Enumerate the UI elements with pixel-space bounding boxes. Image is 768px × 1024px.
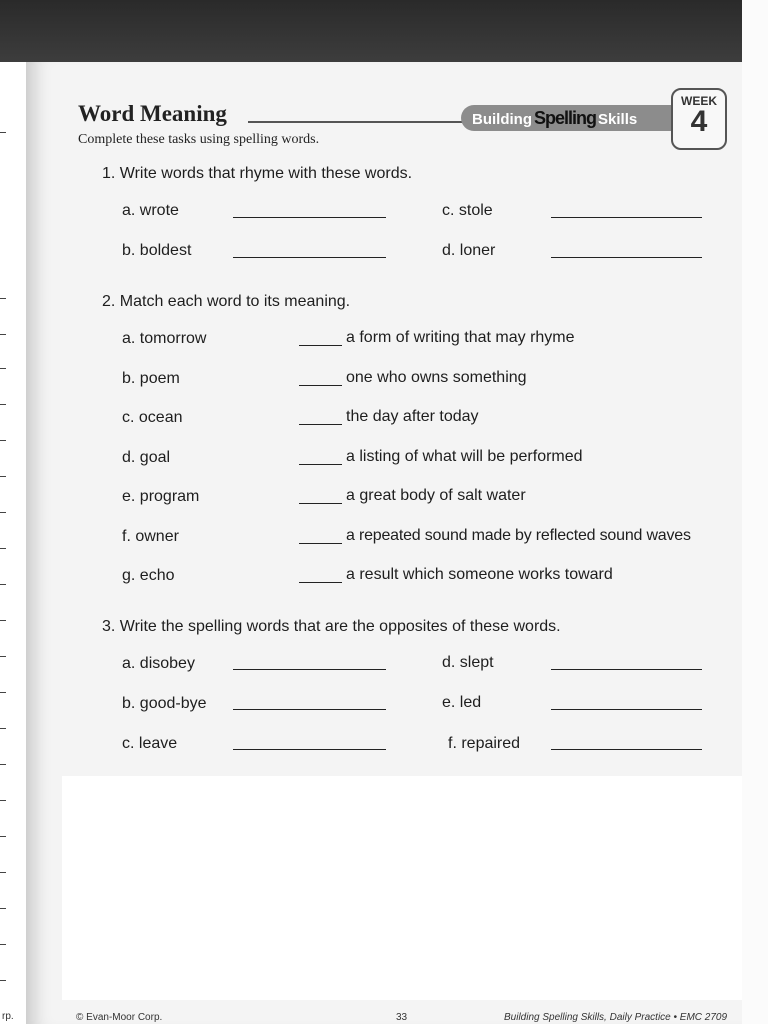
match-blank-5[interactable] (299, 503, 342, 504)
item-word: ocean (138, 409, 183, 426)
item-word: wrote (139, 202, 179, 219)
edge-tick (0, 944, 6, 945)
edge-tick (0, 980, 6, 981)
answer-blank-q1a[interactable] (233, 217, 386, 218)
footer-copyright: © Evan-Moor Corp. (76, 1012, 163, 1023)
meaning-6: a repeated sound made by reflected sound waves (346, 527, 691, 544)
item-letter: b. (122, 695, 136, 712)
edge-tick (0, 476, 6, 477)
item-word: program (139, 488, 200, 505)
q2-word-c (122, 409, 183, 427)
edge-tick (0, 836, 6, 837)
q2-word-b (122, 370, 180, 388)
item-letter: b. (122, 242, 136, 259)
item-letter: d. (122, 449, 136, 466)
question-1-heading: 1. Write words that rhyme with these words. (102, 165, 413, 182)
item-letter: a. (122, 202, 136, 219)
answer-blank-q1b[interactable] (233, 257, 386, 258)
badge-word-skills: Skills (598, 111, 638, 128)
footer-book-title: Building Spelling Skills, Daily Practice • EMC 2709 (504, 1012, 728, 1023)
match-blank-2[interactable] (299, 385, 342, 386)
edge-tick (0, 584, 6, 585)
edge-tick (0, 368, 6, 369)
badge-word-building: Building (472, 111, 532, 128)
edge-tick (0, 404, 6, 405)
item-word: goal (139, 449, 171, 466)
footer-page-number: 33 (396, 1012, 408, 1023)
item-letter: e. (122, 488, 136, 505)
series-badge-text (472, 108, 637, 129)
edge-tick (0, 656, 6, 657)
q3-item-d (442, 654, 494, 672)
meaning-3: the day after today (346, 408, 479, 425)
item-letter: d. (442, 242, 456, 259)
q3-item-f (448, 735, 520, 753)
item-letter: b. (122, 370, 136, 387)
q3-item-e (442, 694, 481, 712)
match-blank-4[interactable] (299, 464, 342, 465)
match-blank-6[interactable] (299, 543, 342, 544)
item-letter: a. (122, 330, 136, 347)
answer-blank-q3f[interactable] (551, 749, 702, 750)
match-blank-7[interactable] (299, 582, 342, 583)
meaning-5: a great body of salt water (346, 487, 526, 504)
item-letter: f. (448, 735, 457, 752)
adjacent-page-footer: rp. (2, 1011, 14, 1022)
answer-blank-q3c[interactable] (233, 749, 386, 750)
item-word: boldest (139, 242, 192, 259)
match-blank-3[interactable] (299, 424, 342, 425)
item-word: led (459, 694, 482, 711)
q3-item-c (122, 735, 177, 753)
edge-tick (0, 298, 6, 299)
answer-blank-q3b[interactable] (233, 709, 386, 710)
q2-word-a (122, 330, 206, 348)
edge-tick (0, 764, 6, 765)
edge-tick (0, 512, 6, 513)
item-word: leave (138, 735, 178, 752)
item-word: owner (135, 528, 179, 545)
page-title: Word Meaning (78, 101, 227, 126)
meaning-1: a form of writing that may rhyme (346, 329, 575, 346)
q1-item-c (442, 202, 493, 220)
item-word: stole (458, 202, 493, 219)
q2-word-e (122, 488, 199, 506)
q3-item-b (122, 695, 207, 713)
meaning-4: a listing of what will be performed (346, 448, 583, 465)
week-tag (671, 88, 727, 150)
item-word: poem (139, 370, 180, 387)
adjacent-page-edge (0, 62, 26, 1024)
item-word: tomorrow (139, 330, 207, 347)
item-word: good-bye (139, 695, 207, 712)
question-3-heading: 3. Write the spelling words that are the opposites of these words. (102, 618, 561, 635)
answer-blank-q3a[interactable] (233, 669, 386, 670)
page-subtitle: Complete these tasks using spelling words. (78, 132, 320, 147)
title-rule (248, 121, 463, 123)
scan-top-shadow (0, 0, 768, 62)
question-2-heading: 2. Match each word to its meaning. (102, 293, 351, 310)
q2-word-f (122, 528, 179, 546)
item-word: loner (459, 242, 496, 259)
item-word: repaired (461, 735, 521, 752)
answer-blank-q3d[interactable] (551, 669, 702, 670)
edge-tick (0, 440, 6, 441)
item-word: echo (139, 567, 175, 584)
item-letter: a. (122, 655, 136, 672)
badge-word-spelling: Spelling (534, 108, 597, 128)
item-letter: e. (442, 694, 456, 711)
answer-blank-q3e[interactable] (551, 709, 702, 710)
match-blank-1[interactable] (299, 345, 342, 346)
q1-item-d (442, 242, 495, 260)
edge-tick (0, 334, 6, 335)
item-word: disobey (139, 655, 195, 672)
edge-tick (0, 620, 6, 621)
answer-blank-q1c[interactable] (551, 217, 702, 218)
q1-item-b (122, 242, 191, 260)
item-letter: c. (122, 735, 135, 752)
q3-item-a (122, 655, 195, 673)
edge-tick (0, 728, 6, 729)
edge-tick (0, 692, 6, 693)
q2-word-g (122, 567, 175, 585)
item-letter: g. (122, 567, 136, 584)
item-letter: c. (442, 202, 455, 219)
q2-word-d (122, 449, 170, 467)
edge-tick (0, 800, 6, 801)
week-label: WEEK (681, 94, 717, 108)
edge-tick (0, 908, 6, 909)
edge-tick (0, 872, 6, 873)
item-letter: c. (122, 409, 135, 426)
edge-tick (0, 132, 6, 133)
answer-blank-q1d[interactable] (551, 257, 702, 258)
item-word: slept (459, 654, 494, 671)
q1-item-a (122, 202, 179, 220)
meaning-7: a result which someone works toward (346, 566, 613, 583)
item-letter: d. (442, 654, 456, 671)
edge-tick (0, 548, 6, 549)
scan-right-margin (742, 0, 768, 1024)
week-number: 4 (690, 105, 708, 138)
item-letter: f. (122, 528, 131, 545)
blank-paper-area (62, 776, 742, 1000)
meaning-2: one who owns something (346, 369, 527, 386)
